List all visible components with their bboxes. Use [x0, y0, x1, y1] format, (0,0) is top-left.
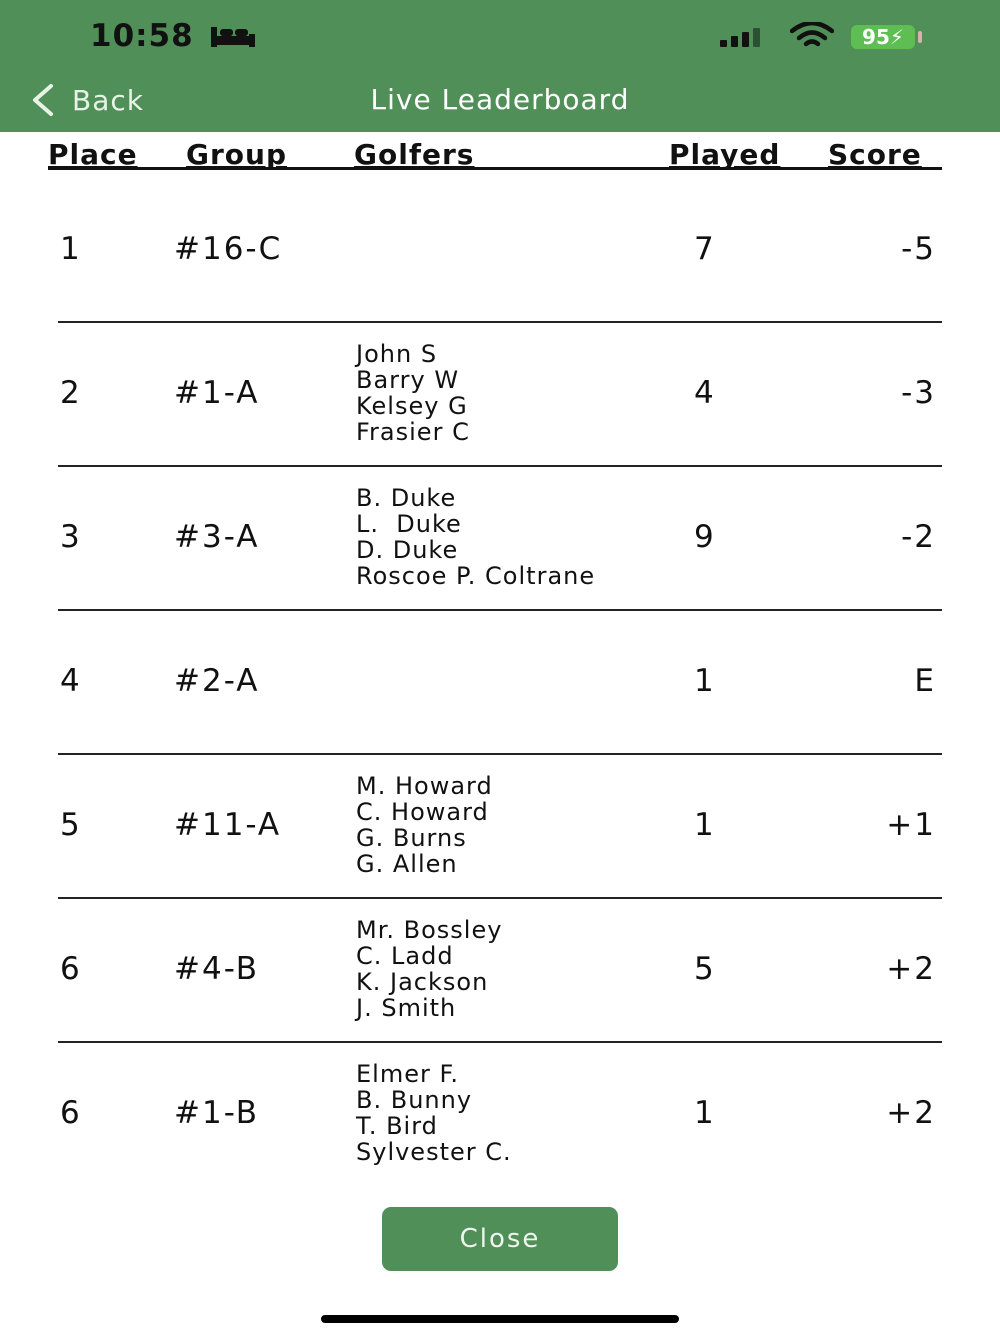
group-cell: #1-A: [174, 375, 260, 411]
table-row: [58, 177, 942, 323]
table-row: [58, 321, 942, 467]
table-row: [58, 753, 942, 899]
cellular-signal-icon: [720, 28, 760, 48]
close-button[interactable]: Close: [382, 1207, 618, 1271]
played-cell: 4: [694, 375, 716, 411]
table-header: [48, 138, 942, 170]
golfers-cell: B. Duke L. Duke D. Duke Roscoe P. Coltrane: [356, 484, 596, 590]
golfers-cell: Mr. Bossley C. Ladd K. Jackson J. Smith: [356, 916, 503, 1022]
score-cell: -3: [901, 375, 936, 411]
group-cell: #3-A: [174, 519, 260, 555]
back-label: Back: [72, 83, 144, 117]
status-time: 10:58: [90, 18, 194, 54]
group-cell: #11-A: [174, 807, 282, 843]
column-played: Played: [669, 138, 781, 171]
wifi-icon: [790, 22, 834, 50]
score-cell: +2: [886, 1095, 936, 1131]
column-place: Place: [48, 138, 138, 171]
place-cell: 6: [60, 1095, 82, 1131]
column-group: Group: [186, 138, 288, 171]
battery-percent: 95: [862, 25, 890, 49]
place-cell: 2: [60, 375, 82, 411]
played-cell: 1: [694, 807, 716, 843]
score-cell: -2: [901, 519, 936, 555]
golfers-cell: M. Howard C. Howard G. Burns G. Allen: [356, 772, 493, 878]
column-golfers: Golfers: [354, 138, 475, 171]
played-cell: 1: [694, 663, 716, 699]
home-indicator: [321, 1315, 679, 1323]
page-title: Live Leaderboard: [370, 83, 630, 116]
score-cell: -5: [901, 231, 936, 267]
top-header: [0, 0, 1000, 132]
golfers-cell: Elmer F. B. Bunny T. Bird Sylvester C.: [356, 1060, 512, 1166]
played-cell: 1: [694, 1095, 716, 1131]
battery-level: [851, 25, 915, 49]
charging-bolt-icon: ⚡: [889, 25, 904, 49]
table-row: [58, 465, 942, 611]
place-cell: 5: [60, 807, 82, 843]
sleep-focus-icon: [210, 24, 256, 48]
group-cell: #4-B: [174, 951, 260, 987]
score-cell: E: [914, 663, 936, 699]
group-cell: #2-A: [174, 663, 260, 699]
place-cell: 4: [60, 663, 82, 699]
place-cell: 3: [60, 519, 82, 555]
group-cell: #1-B: [174, 1095, 260, 1131]
table-row: [58, 897, 942, 1043]
played-cell: 7: [694, 231, 716, 267]
played-cell: 5: [694, 951, 716, 987]
played-cell: 9: [694, 519, 716, 555]
table-row: [58, 609, 942, 755]
battery-tip: [918, 31, 922, 43]
group-cell: #16-C: [174, 231, 283, 267]
score-cell: +2: [886, 951, 936, 987]
golfers-cell: John S Barry W Kelsey G Frasier C: [356, 340, 470, 446]
place-cell: 1: [60, 231, 82, 267]
score-cell: +1: [886, 807, 936, 843]
table-row: [58, 1041, 942, 1185]
place-cell: 6: [60, 951, 82, 987]
column-score: Score: [828, 138, 922, 171]
